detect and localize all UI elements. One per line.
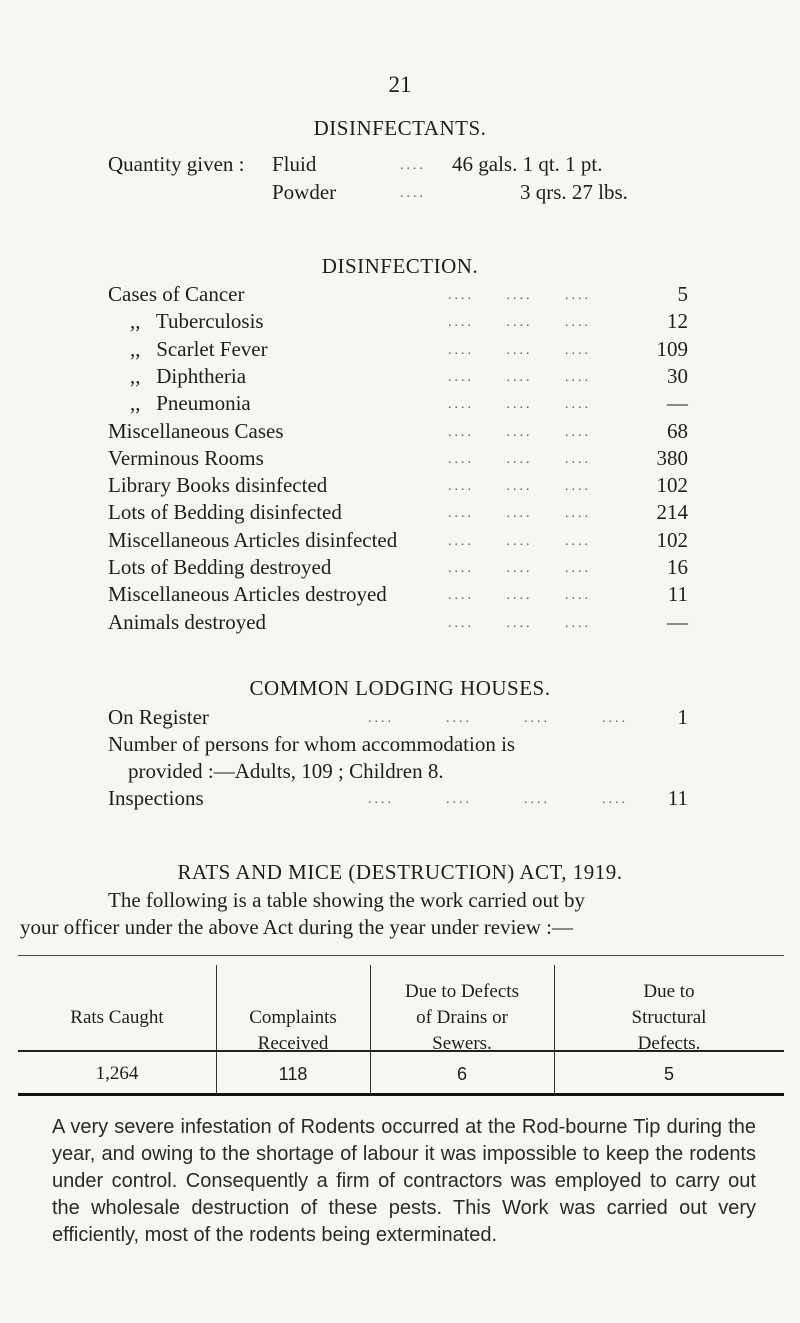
disinfection-row-value: 16 — [667, 555, 688, 579]
quantity-label: Quantity given : — [108, 152, 245, 176]
disinfection-row-value: 30 — [667, 363, 688, 388]
disinfection-row-label: Cases of Cancer — [108, 282, 245, 306]
page-number: 21 — [388, 72, 412, 97]
register-label: On Register — [108, 705, 209, 729]
disinfection-row-value: 11 — [667, 582, 688, 607]
leader-dots: .... .... .... — [448, 288, 591, 303]
drains-value: 6 — [456, 1064, 467, 1084]
leader-dots: .... .... .... — [448, 561, 591, 576]
header-complaints-line-1: Complaints — [249, 1007, 337, 1028]
leader-dots: .... .... .... .... — [368, 711, 628, 726]
disinfection-row-label: Miscellaneous Articles destroyed — [108, 582, 387, 607]
leader-dots: .... .... .... — [448, 479, 591, 495]
disinfection-row-value: 5 — [677, 282, 688, 306]
leader-dots: .... .... .... — [448, 451, 591, 467]
leader-dots: .... .... .... — [448, 369, 591, 385]
disinfection-row-label: ,, Tuberculosis — [130, 309, 264, 334]
accommodation-line-1: Number of persons for whom accommodation is — [108, 732, 516, 756]
disinfection-row-label: ,, Diphtheria — [130, 363, 247, 388]
rodent-paragraph: A very severe infestation of Rodents occurred at the Rod-bourne Tip during the year, and owing to the shortage of labour it was impossible to keep the rodents under control. Consequently a firm of contractors was employed to carry out the wholesale destruction of these pests. This Work was carried out very efficiently, most of the rodents being exterminated. — [52, 1116, 756, 1246]
header-rats-caught: Rats Caught — [70, 1007, 164, 1028]
disinfection-row-label: Verminous Rooms — [108, 445, 264, 470]
inspections-value: 11 — [667, 786, 688, 810]
header-structural — [554, 979, 784, 1057]
disinfection-row-label: Lots of Bedding destroyed — [108, 555, 332, 579]
header-structural-line-3: Defects. — [637, 1033, 701, 1054]
leader-dots: .... .... .... — [448, 342, 591, 358]
rats-intro-line-1: The following is a table showing the work carried out by — [108, 888, 586, 912]
header-drains-line-3: Sewers. — [432, 1033, 492, 1054]
header-complaints — [216, 1005, 370, 1057]
powder-quantity: 3 qrs. 27 lbs. — [520, 180, 628, 204]
structural-value: 5 — [663, 1064, 674, 1084]
accommodation-line-2: provided :—Adults, 109 ; Children 8. — [128, 759, 444, 783]
rats-table — [18, 955, 784, 1095]
header-structural-line-2: Structural — [631, 1007, 707, 1028]
leader-dots: .... .... .... — [448, 533, 591, 549]
disinfection-row-label: ,, Pneumonia — [130, 391, 251, 416]
disinfection-heading: DISINFECTION. — [321, 254, 479, 278]
leader-dots: .... .... .... — [448, 506, 591, 522]
leader-dots: .... .... .... — [448, 397, 591, 413]
disinfection-row-value: 214 — [656, 500, 688, 525]
leader-dots: .... .... .... — [448, 615, 591, 631]
rats-caught-value: 1,264 — [95, 1063, 139, 1084]
leader-dots: .... — [400, 186, 426, 201]
powder-label: Powder — [272, 180, 337, 204]
rats-intro-line-2: your officer under the above Act during the year under review :— — [20, 915, 573, 939]
complaints-value: 118 — [278, 1064, 308, 1084]
disinfection-row-value: 109 — [656, 336, 688, 361]
disinfection-row-value: 68 — [667, 418, 688, 443]
rats-heading: RATS AND MICE (DESTRUCTION) ACT, 1919. — [177, 860, 623, 884]
disinfection-row-value: 102 — [656, 473, 688, 498]
disinfection-row-label: Library Books disinfected — [108, 473, 328, 498]
lodging-heading: COMMON LODGING HOUSES. — [249, 676, 551, 700]
leader-dots: .... .... .... — [448, 315, 591, 331]
disinfection-row-value: 102 — [656, 527, 688, 552]
disinfection-row-value: — — [667, 609, 688, 634]
disinfection-row-value: — — [667, 391, 688, 416]
register-value: 1 — [677, 705, 688, 729]
fluid-quantity: 46 gals. 1 qt. 1 pt. — [452, 152, 603, 176]
disinfection-row-label: Lots of Bedding disinfected — [108, 500, 342, 525]
header-structural-line-1: Due to — [643, 981, 695, 1002]
disinfection-row-value: 12 — [667, 309, 688, 334]
disinfection-row-label: ,, Scarlet Fever — [130, 336, 268, 361]
leader-dots: .... .... .... — [448, 424, 591, 440]
leader-dots: .... .... .... .... — [368, 792, 628, 807]
header-drains-line-1: Due to Defects — [405, 981, 519, 1002]
disinfectants-heading: DISINFECTANTS. — [313, 116, 487, 140]
fluid-label: Fluid — [272, 152, 317, 176]
header-drains — [370, 979, 554, 1057]
header-drains-line-2: of Drains or — [416, 1007, 508, 1028]
header-complaints-line-2: Received — [257, 1033, 329, 1054]
disinfection-row-label: Miscellaneous Cases — [108, 418, 284, 443]
disinfection-row-value: 380 — [656, 445, 688, 470]
table-bottom-rule — [18, 1093, 784, 1096]
table-top-rule — [18, 955, 784, 956]
disinfection-row-label: Miscellaneous Articles disinfected — [108, 527, 398, 552]
disinfection-list — [108, 282, 688, 652]
disinfection-row-label: Animals destroyed — [108, 609, 267, 634]
leader-dots: .... .... .... — [448, 588, 591, 604]
leader-dots: .... — [400, 158, 426, 173]
inspections-label: Inspections — [108, 786, 204, 810]
